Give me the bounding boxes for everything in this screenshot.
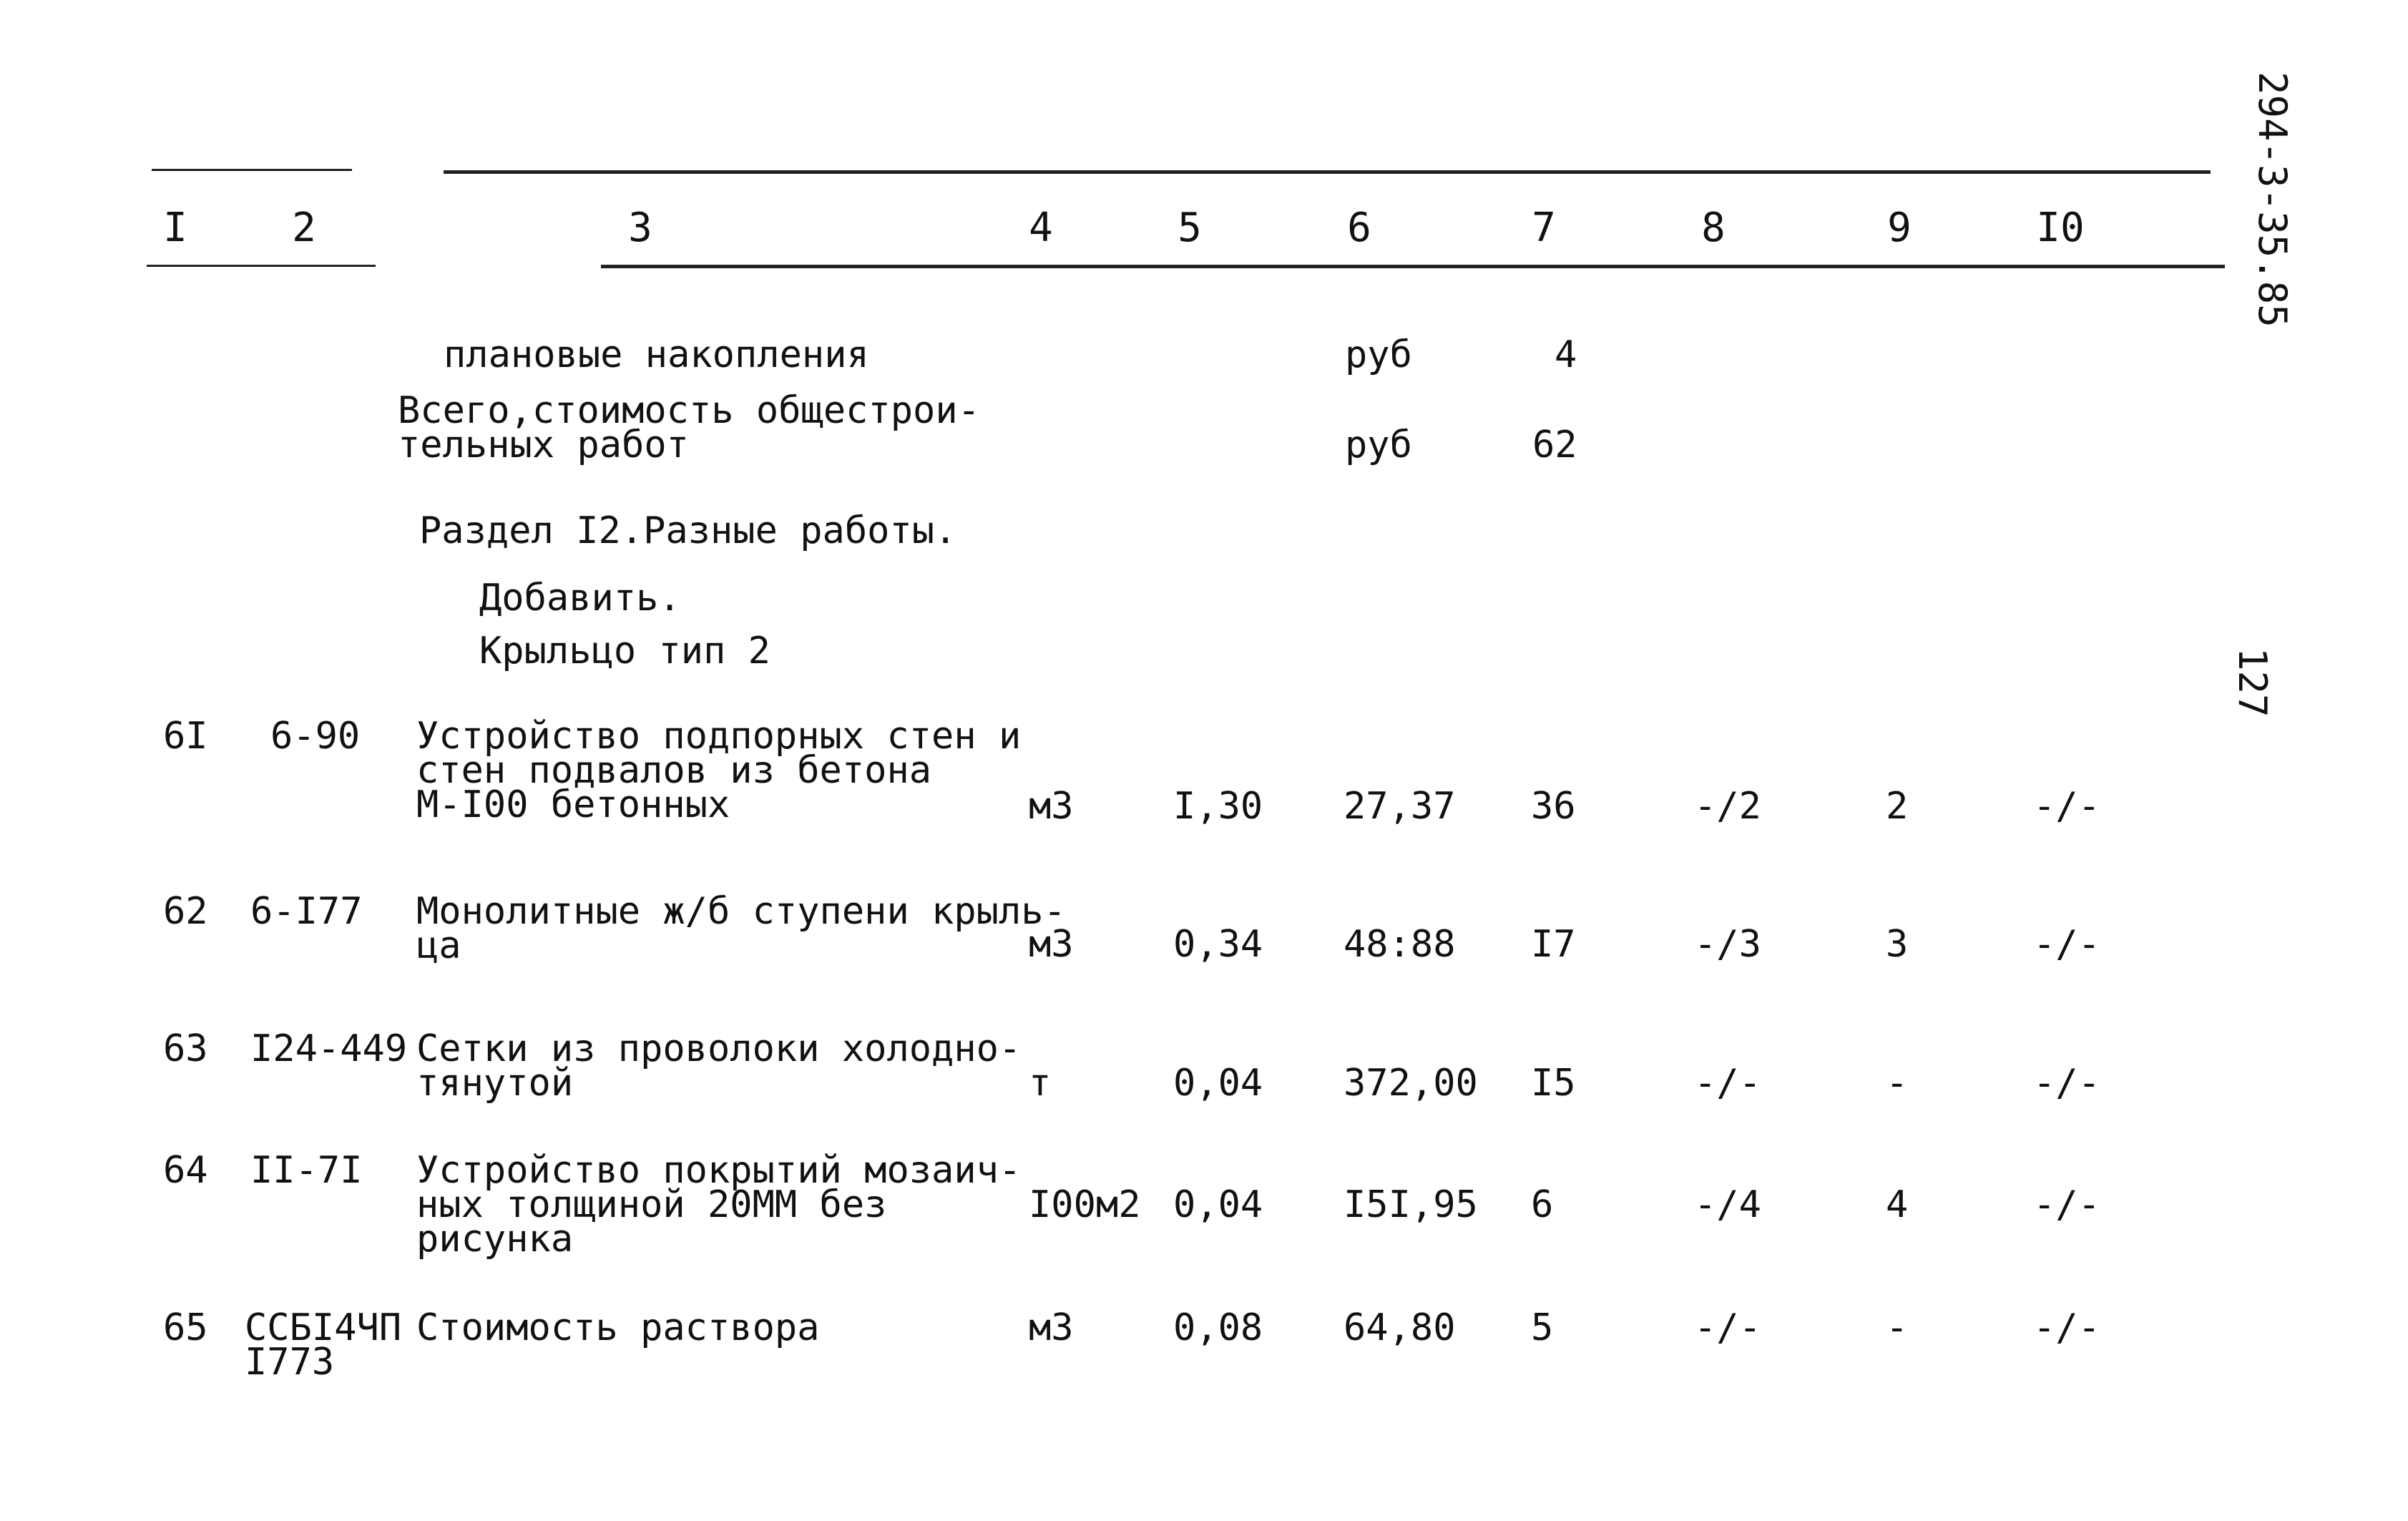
pre-row-value: 4 (1555, 333, 1577, 376)
column-header: 6 (1347, 205, 1371, 251)
top-rule-left (152, 169, 352, 171)
top-rule (444, 170, 2211, 174)
row-code: 6-90 (270, 715, 361, 758)
pre-row-unit: руб (1345, 424, 1412, 466)
row-total: I7 (1531, 923, 1576, 966)
row-code: 6-I77 (250, 890, 363, 933)
row-name: Устройство подпорных стен и стен подвалов из бетона М-I00 бетонных (416, 715, 1022, 826)
row-price: 372,00 (1344, 1062, 1478, 1105)
row-col10: -/- (2033, 1062, 2100, 1105)
row-unit: т (1029, 1062, 1052, 1105)
row-total: I5 (1531, 1062, 1576, 1105)
row-number: 64 (163, 1149, 208, 1192)
column-header: 7 (1532, 205, 1556, 251)
row-number: 65 (163, 1306, 208, 1349)
row-name: Сетки из проволоки холодно- тянутой (416, 1027, 1022, 1105)
row-price: I5I,95 (1344, 1183, 1478, 1226)
row-col10: -/- (2033, 923, 2100, 966)
row-code: II-7I (250, 1149, 363, 1192)
row-price: 27,37 (1344, 785, 1456, 828)
row-code: ССБI4ЧП I773 (245, 1306, 402, 1384)
row-col10: -/- (2033, 1183, 2100, 1226)
column-header: I0 (2036, 205, 2085, 251)
row-name: Монолитные ж/б ступени крыль- ца (416, 890, 1066, 967)
header-rule-left (147, 265, 376, 267)
row-unit: I00м2 (1029, 1183, 1141, 1226)
row-col8: -/- (1694, 1062, 1761, 1105)
column-header: 9 (1887, 205, 1912, 251)
page-number: 127 (2230, 647, 2275, 718)
row-col8: -/4 (1694, 1183, 1761, 1226)
row-number: 62 (163, 890, 208, 933)
column-header: I (163, 205, 187, 251)
side-code: 294-3-35.85 (2250, 72, 2295, 328)
row-qty: 0,04 (1173, 1062, 1263, 1105)
row-unit: м3 (1029, 785, 1074, 828)
row-col9: 4 (1886, 1183, 1909, 1226)
subsection-title: Крыльцо тип 2 (479, 630, 770, 673)
row-qty: I,30 (1173, 785, 1263, 828)
column-header: 2 (292, 205, 316, 251)
row-col10: -/- (2033, 1306, 2100, 1349)
row-col9: 2 (1886, 785, 1909, 828)
row-qty: 0,08 (1173, 1306, 1263, 1349)
section-title: Раздел I2.Разные работы. (419, 509, 957, 552)
add-label: Добавить. (479, 577, 681, 620)
row-number: 63 (163, 1027, 208, 1070)
column-header: 3 (628, 205, 652, 251)
column-header: 5 (1178, 205, 1202, 251)
pre-row-unit: руб (1345, 333, 1412, 376)
row-name: Стоимость раствора (416, 1306, 820, 1349)
row-col8: -/- (1694, 1306, 1761, 1349)
row-total: 36 (1531, 785, 1576, 828)
pre-row-value: 62 (1532, 424, 1577, 466)
row-col9: - (1886, 1306, 1909, 1349)
pre-row-text: плановые накопления (444, 333, 869, 376)
row-code: I24-449 (250, 1027, 408, 1070)
row-unit: м3 (1029, 1306, 1074, 1349)
row-name: Устройство покрытий мозаич- ных толщиной 20ММ без рисунка (416, 1149, 1022, 1261)
row-qty: 0,04 (1173, 1183, 1263, 1226)
row-price: 48:88 (1344, 923, 1456, 966)
column-header: 8 (1701, 205, 1726, 251)
row-col9: - (1886, 1062, 1909, 1105)
row-total: 6 (1531, 1183, 1554, 1226)
row-number: 6I (163, 715, 208, 758)
row-unit: м3 (1029, 923, 1074, 966)
row-price: 64,80 (1344, 1306, 1456, 1349)
column-header: 4 (1029, 205, 1053, 251)
row-col8: -/2 (1694, 785, 1761, 828)
row-col8: -/3 (1694, 923, 1761, 966)
pre-row-text: Всего,стоимость общестрои- тельных работ (398, 389, 980, 466)
row-total: 5 (1531, 1306, 1554, 1349)
header-rule (601, 265, 2225, 268)
row-col10: -/- (2033, 785, 2100, 828)
row-qty: 0,34 (1173, 923, 1263, 966)
row-col9: 3 (1886, 923, 1909, 966)
